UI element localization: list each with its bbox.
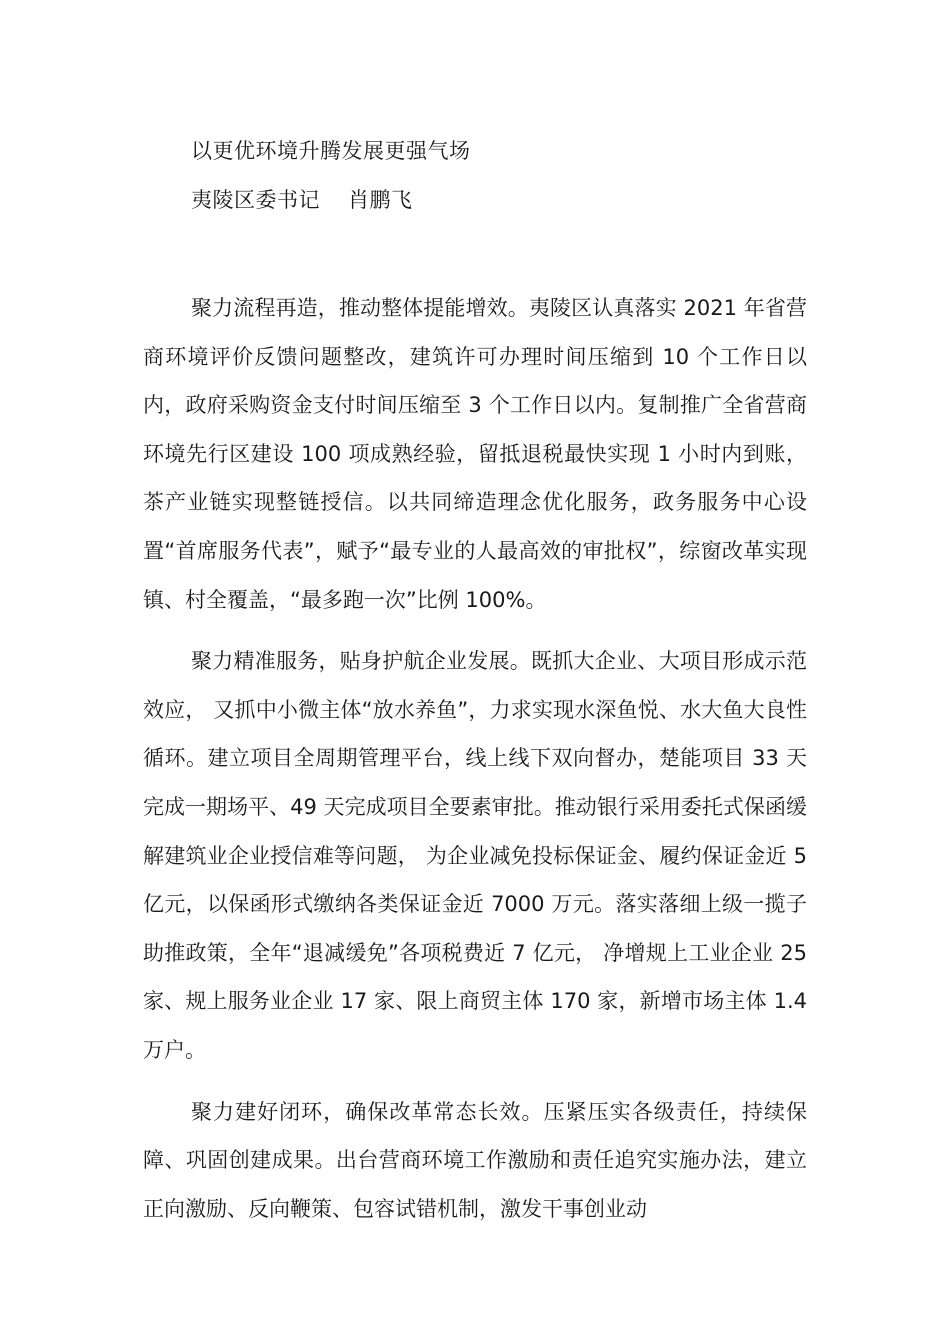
author-byline: [191, 186, 413, 214]
document-title: 以更优环境升腾发展更强气场: [191, 139, 471, 163]
author-title: 夷陵区委书记: [191, 188, 320, 212]
paragraph-precise-service: 聚力精准服务，贴身护航企业发展。既抓大企业、大项目形成示范效应， 又抓中小微主体“放水养鱼”，力求实现水深鱼悦、水大鱼大良性循环。建立项目全周期管理平台，线上线下双向督办，楚能项目 33 天完成一期场平、49 天完成项目全要素审批。推动银行采用委托式保函缓解建筑业企业授信难等问题， 为企业减免投标保证金、履约保证金近 5 亿元，以保函形式缴纳各类保证金近 7000 万元。落实落细上级一揽子助推政策，全年“退减缓免”各项税费近 7 亿元， 净增规上工业企业 25 家、规上服务业企业 17 家、限上商贸主体 170 家，新增市场主体 1.4 万户。: [143, 649, 807, 1062]
document-body: [143, 284, 807, 1233]
paragraph-process-reform: 聚力流程再造，推动整体提能增效。夷陵区认真落实 2021 年省营商环境评价反馈问题整改，建筑许可办理时间压缩到 10 个工作日以内，政府采购资金支付时间压缩至 3 个工作日以内。复制推广全省营商环境先行区建设 100 项成熟经验，留抵退税最快实现 1 小时内到账，茶产业链实现整链授信。以共同缔造理念优化服务，政务服务中心设置“首席服务代表”，赋予“最专业的人最高效的审批权”，综窗改革实现镇、村全覆盖，“最多跑一次”比例 100%。: [143, 296, 807, 612]
paragraph-closed-loop: 聚力建好闭环，确保改革常态长效。压紧压实各级责任，持续保障、巩固创建成果。出台营商环境工作激励和责任追究实施办法，建立正向激励、反向鞭策、包容试错机制，激发干事创业动: [143, 1099, 807, 1221]
author-name: 肖鹏飞: [348, 188, 413, 212]
